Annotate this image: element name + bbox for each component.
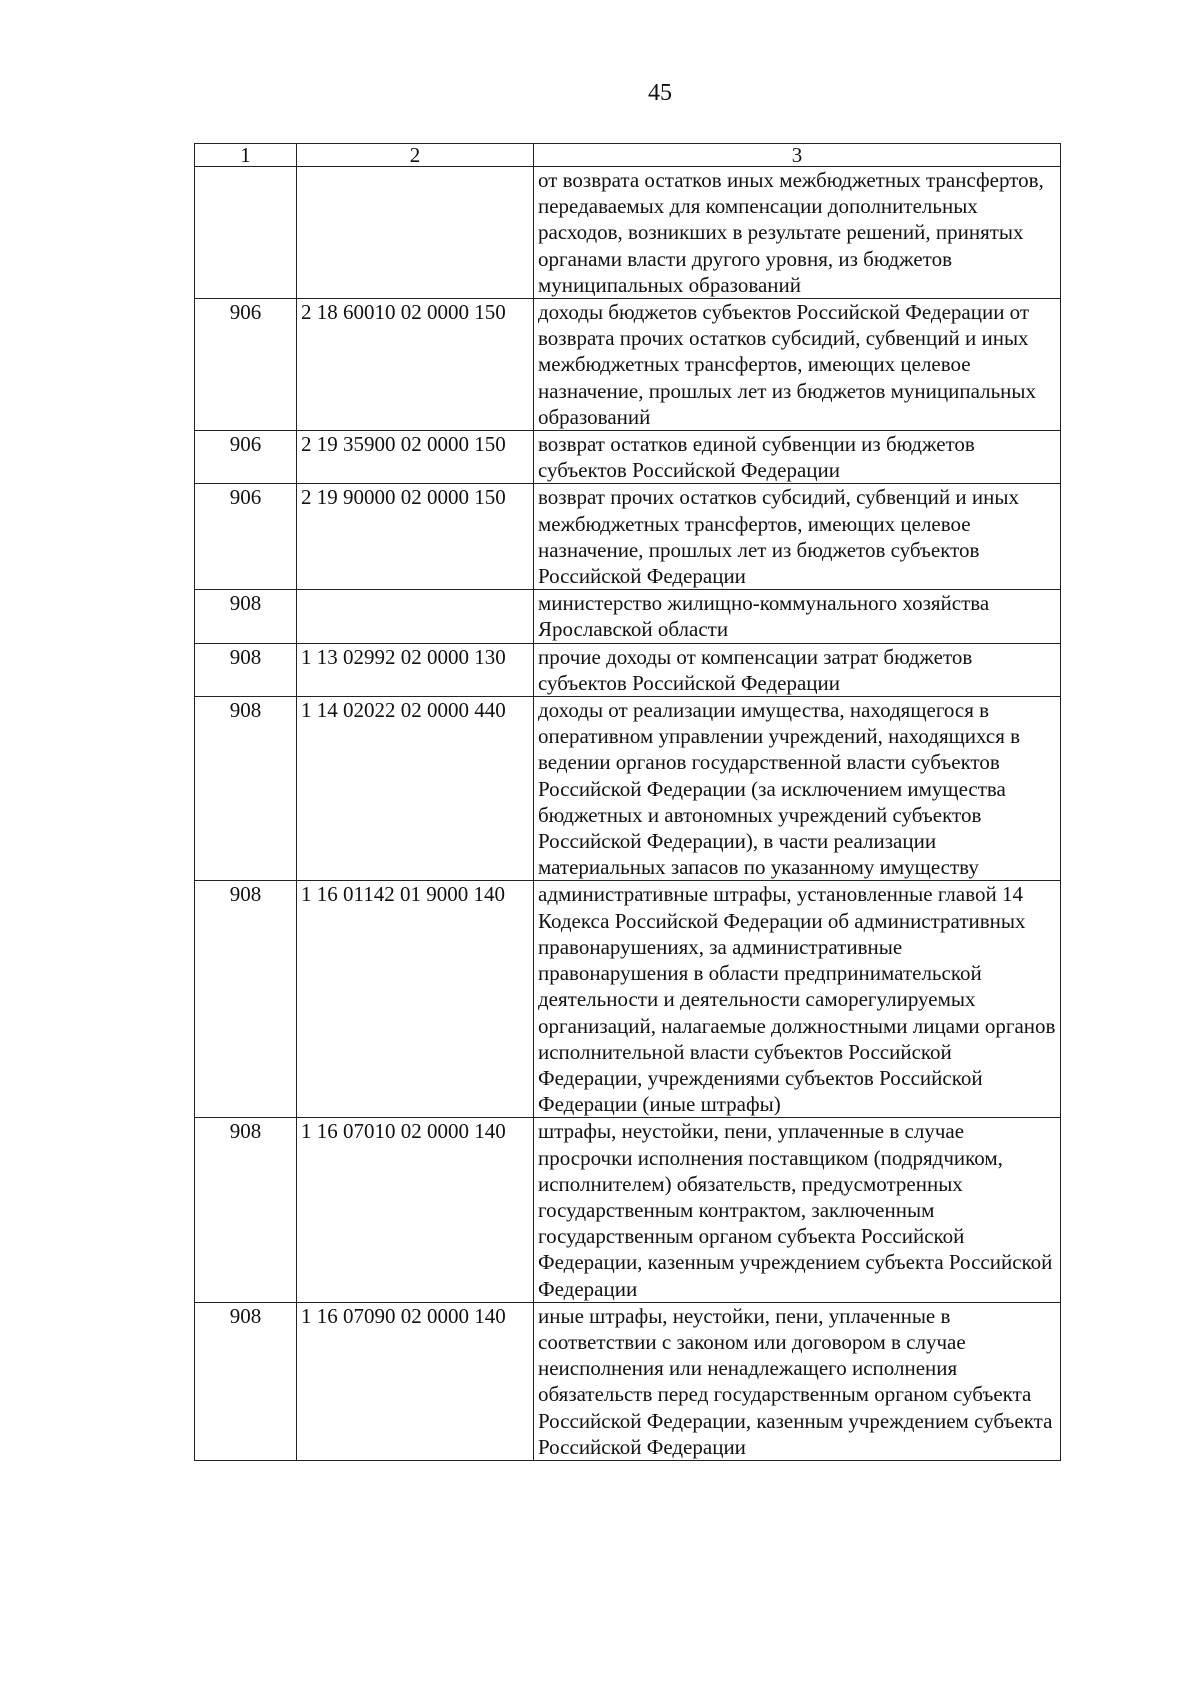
revenue-name-cell: возврат прочих остатков субсидий, субвенций и иных межбюджетных трансфертов, имеющих целевое назначение, прошлых лет из бюджетов субъектов Российской Федерации: [534, 484, 1061, 590]
page-number: 45: [648, 80, 672, 106]
table-row: [195, 697, 1061, 881]
table-row: [195, 299, 1061, 431]
admin-code-cell: 906: [195, 484, 297, 590]
revenue-code-cell: 1 16 07010 02 0000 140: [297, 1118, 534, 1302]
admin-code-cell: 906: [195, 299, 297, 431]
revenue-name-cell: административные штрафы, установленные главой 14 Кодекса Российской Федерации об административных правонарушениях, за административные правонарушения в области предпринимательской деятельности и деятельности саморегулируемых организаций, налагаемые должностными лицами органов исполнительной власти субъектов Российской Федерации, учреждениями субъектов Российской Федерации (иные штрафы): [534, 881, 1061, 1118]
revenue-code-cell: [297, 167, 534, 299]
revenue-name-cell: министерство жилищно-коммунального хозяйства Ярославской области: [534, 590, 1061, 643]
revenue-name-cell: возврат остатков единой субвенции из бюджетов субъектов Российской Федерации: [534, 431, 1061, 484]
revenue-name-cell: иные штрафы, неустойки, пени, уплаченные в соответствии с законом или договором в случае неисполнения или ненадлежащего исполнения обязательств перед государственным органом субъекта Российской Федерации, казенным учреждением субъекта Российской Федерации: [534, 1302, 1061, 1460]
admin-code-cell: 908: [195, 1118, 297, 1302]
revenue-code-cell: 2 19 35900 02 0000 150: [297, 431, 534, 484]
revenue-code-cell: 1 14 02022 02 0000 440: [297, 697, 534, 881]
admin-code-cell: 908: [195, 881, 297, 1118]
revenue-code-cell: [297, 590, 534, 643]
table-row: [195, 431, 1061, 484]
admin-code-cell: 906: [195, 431, 297, 484]
table-row: [195, 1118, 1061, 1302]
admin-code-cell: [195, 167, 297, 299]
revenue-code-cell: 1 16 01142 01 9000 140: [297, 881, 534, 1118]
table-row: [195, 643, 1061, 696]
table-row: [195, 484, 1061, 590]
revenue-name-cell: прочие доходы от компенсации затрат бюджетов субъектов Российской Федерации: [534, 643, 1061, 696]
revenue-name-cell: штрафы, неустойки, пени, уплаченные в случае просрочки исполнения поставщиком (подрядчиком, исполнителем) обязательств, предусмотренных государственным контрактом, заключенным государственным органом субъекта Российской Федерации, казенным учреждением субъекта Российской Федерации: [534, 1118, 1061, 1302]
table-row: [195, 881, 1061, 1118]
revenue-code-cell: 2 18 60010 02 0000 150: [297, 299, 534, 431]
column-header-1: 1: [195, 144, 297, 167]
admin-code-cell: 908: [195, 697, 297, 881]
revenue-name-cell: доходы от реализации имущества, находящегося в оперативном управлении учреждений, находящихся в ведении органов государственной власти субъектов Российской Федерации (за исключением имущества бюджетных и автономных учреждений субъектов Российской Федерации), в части реализации материальных запасов по указанному имуществу: [534, 697, 1061, 881]
table-row: [195, 167, 1061, 299]
admin-code-cell: 908: [195, 643, 297, 696]
revenue-code-cell: 1 16 07090 02 0000 140: [297, 1302, 534, 1460]
column-header-2: 2: [297, 144, 534, 167]
admin-code-cell: 908: [195, 590, 297, 643]
revenue-code-cell: 2 19 90000 02 0000 150: [297, 484, 534, 590]
revenue-name-cell: доходы бюджетов субъектов Российской Федерации от возврата прочих остатков субсидий, субвенций и иных межбюджетных трансфертов, имеющих целевое назначение, прошлых лет из бюджетов муниципальных образований: [534, 299, 1061, 431]
table-row: [195, 1302, 1061, 1460]
revenue-name-cell: от возврата остатков иных межбюджетных трансфертов, передаваемых для компенсации дополнительных расходов, возникших в результате решений, принятых органами власти другого уровня, из бюджетов муниципальных образований: [534, 167, 1061, 299]
table-row: [195, 590, 1061, 643]
column-header-3: 3: [534, 144, 1061, 167]
table-header-row: [195, 144, 1061, 167]
revenue-code-cell: 1 13 02992 02 0000 130: [297, 643, 534, 696]
admin-code-cell: 908: [195, 1302, 297, 1460]
revenue-code-table: [194, 143, 1061, 1461]
